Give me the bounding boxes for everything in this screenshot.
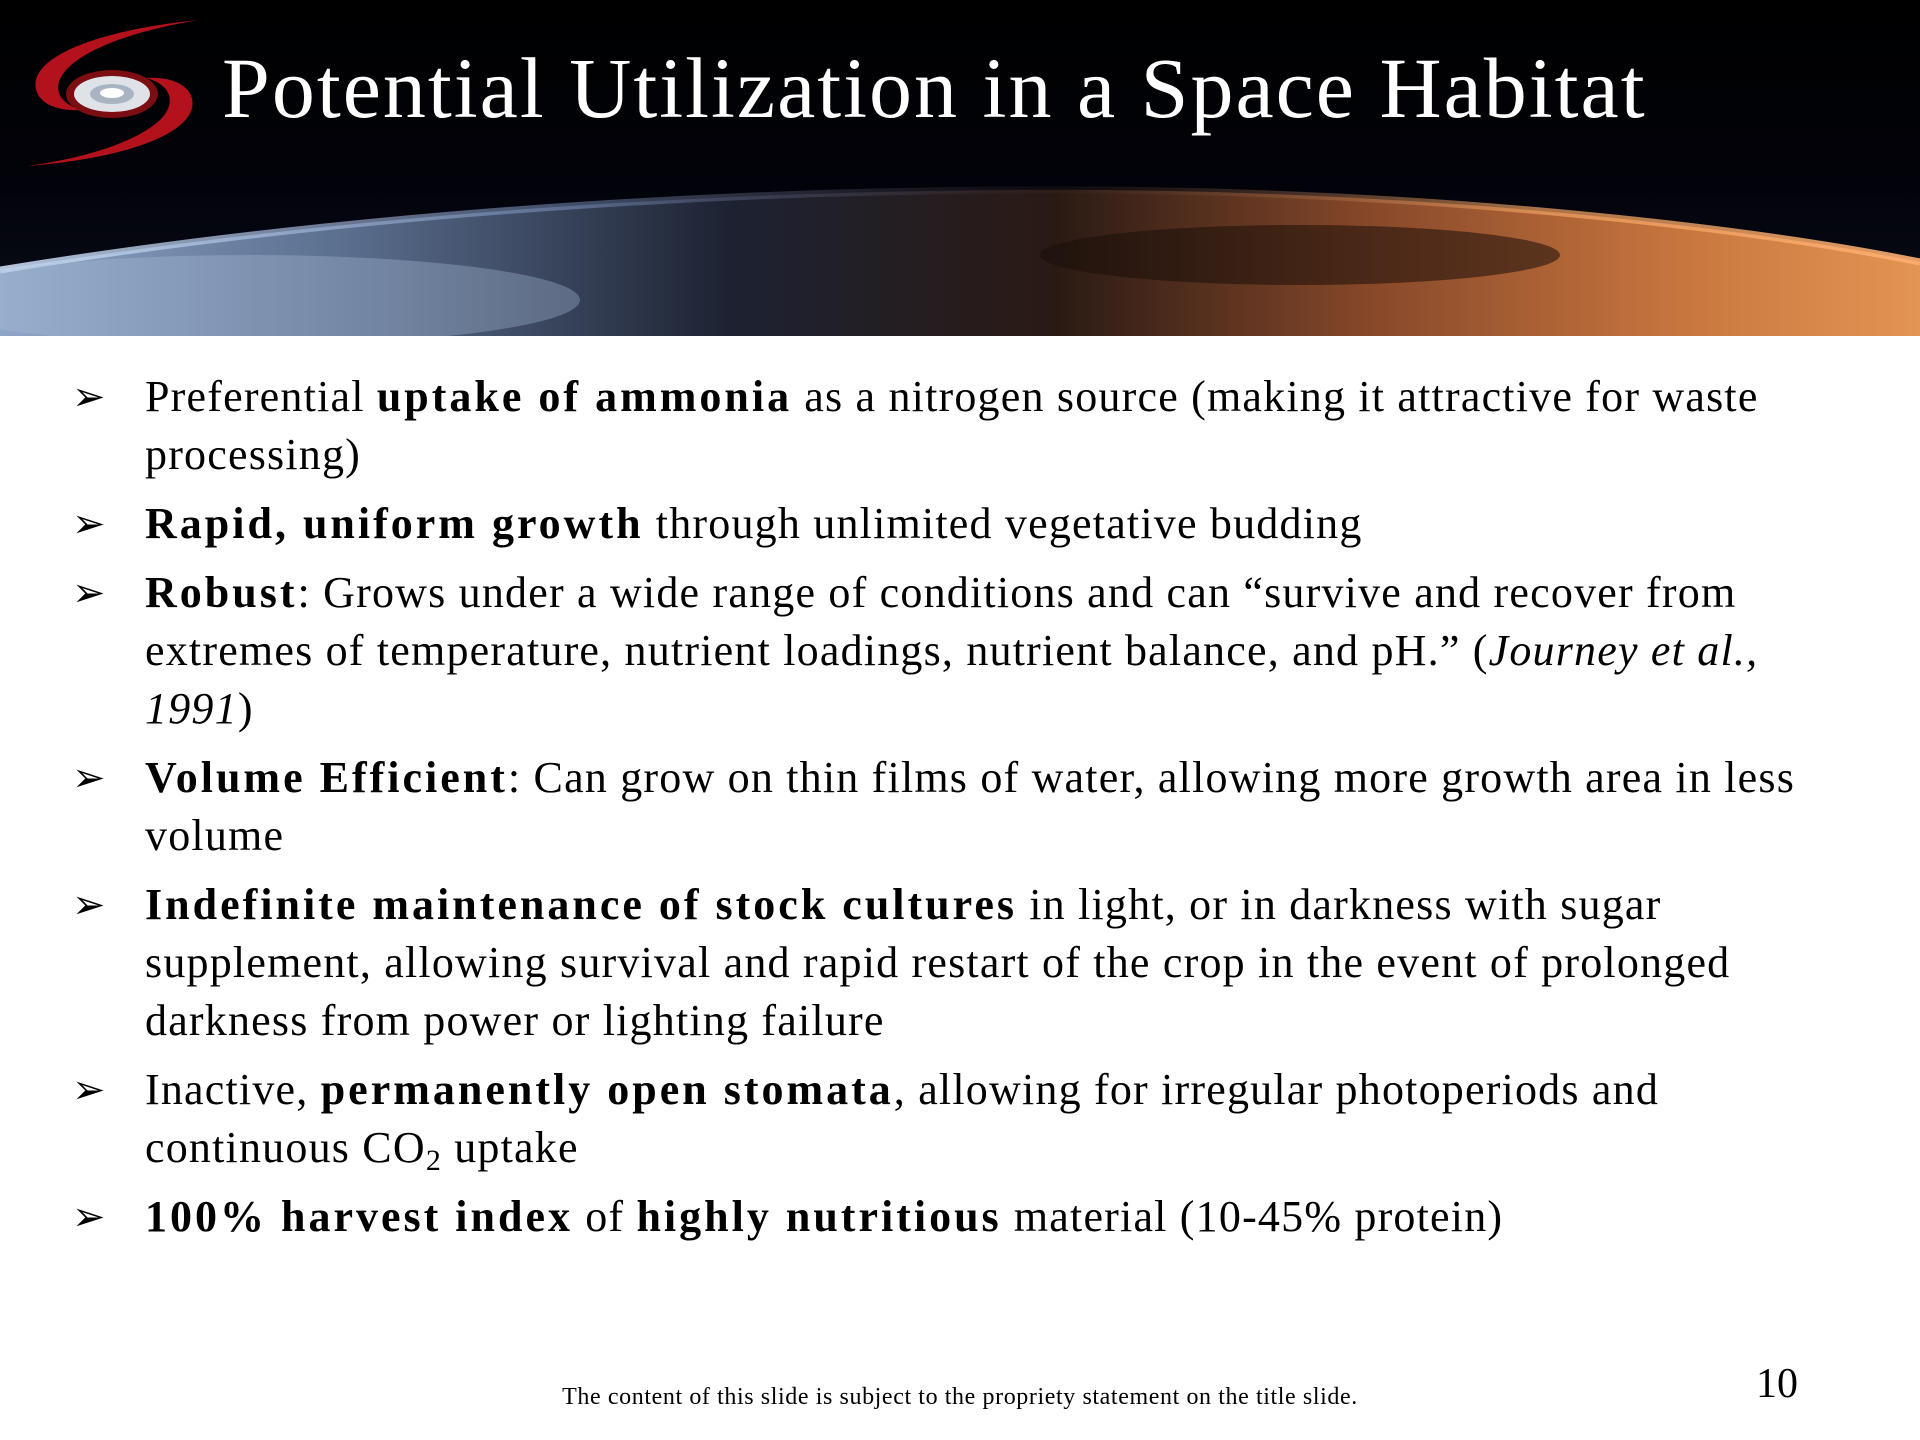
bullet-text-normal: , allowing for irregular photoperiods and continuous CO [145, 1065, 1660, 1172]
bullet-text-normal: : Grows under a wide range of conditions and can “survive and recover from extremes of temperature, nutrient loadings, nutrient balance, and pH.” ( [145, 568, 1737, 675]
bullet-item [70, 1061, 1870, 1177]
arrowhead-bullet-icon: ➢ [72, 570, 107, 615]
arrowhead-bullet-icon: ➢ [72, 374, 107, 419]
arrowhead-bullet-icon: ➢ [72, 1067, 107, 1112]
bullet-text-bold: Robust [145, 568, 298, 617]
bullet-text-normal: uptake [442, 1123, 579, 1172]
bullet-text-normal: : Can grow on thin films of water, allowing more growth area in less volume [145, 753, 1796, 860]
bullet-text-normal: Inactive, [145, 1065, 321, 1114]
arrowhead-bullet-icon: ➢ [72, 755, 107, 800]
bullet-text-sub: 2 [425, 1144, 443, 1177]
bullet-text-bold: permanently open stomata [320, 1065, 894, 1114]
bullet-text-bold: Indefinite maintenance of stock cultures [145, 880, 1018, 929]
bullet-item [70, 1188, 1870, 1246]
header-banner [0, 0, 1920, 336]
bullet-text-bold: 100% harvest index [145, 1192, 573, 1241]
bullet-item [70, 876, 1870, 1050]
arrowhead-bullet-icon: ➢ [72, 501, 107, 546]
page-number: 10 [1756, 1361, 1798, 1407]
bullet-text-normal: in light, or in darkness with sugar supplement, allowing survival and rapid restart of the crop in the event of prolonged darkness from power or lighting failure [145, 880, 1731, 1045]
bullet-text-normal: Preferential [145, 372, 377, 421]
bullet-list [70, 368, 1870, 1257]
bullet-item [70, 495, 1870, 553]
bullet-text-bold: Rapid, uniform growth [145, 499, 644, 548]
bullet-text-bold: uptake of ammonia [376, 372, 793, 421]
bullet-item [70, 564, 1870, 738]
bullet-text-normal: through unlimited vegetative budding [643, 499, 1363, 548]
arrowhead-bullet-icon: ➢ [72, 882, 107, 927]
swirl-logo-icon [20, 16, 210, 172]
slide-title: Potential Utilization in a Space Habitat [222, 40, 1647, 136]
bullet-text-normal: of [573, 1192, 637, 1241]
bullet-item [70, 749, 1870, 865]
bullet-text-bold: Volume Efficient [145, 753, 508, 802]
bullet-text-normal: material (10-45% protein) [1001, 1192, 1504, 1241]
bullet-text-normal: ) [237, 684, 254, 733]
bullet-text-italic: Journey et al., 1991 [145, 626, 1759, 733]
bullet-text-bold: highly nutritious [636, 1192, 1002, 1241]
bullet-item [70, 368, 1870, 484]
footer-statement: The content of this slide is subject to the propriety statement on the title slide. [562, 1384, 1358, 1410]
arrowhead-bullet-icon: ➢ [72, 1194, 107, 1239]
bullet-text-normal: as a nitrogen source (making it attractive for waste processing) [145, 372, 1759, 479]
